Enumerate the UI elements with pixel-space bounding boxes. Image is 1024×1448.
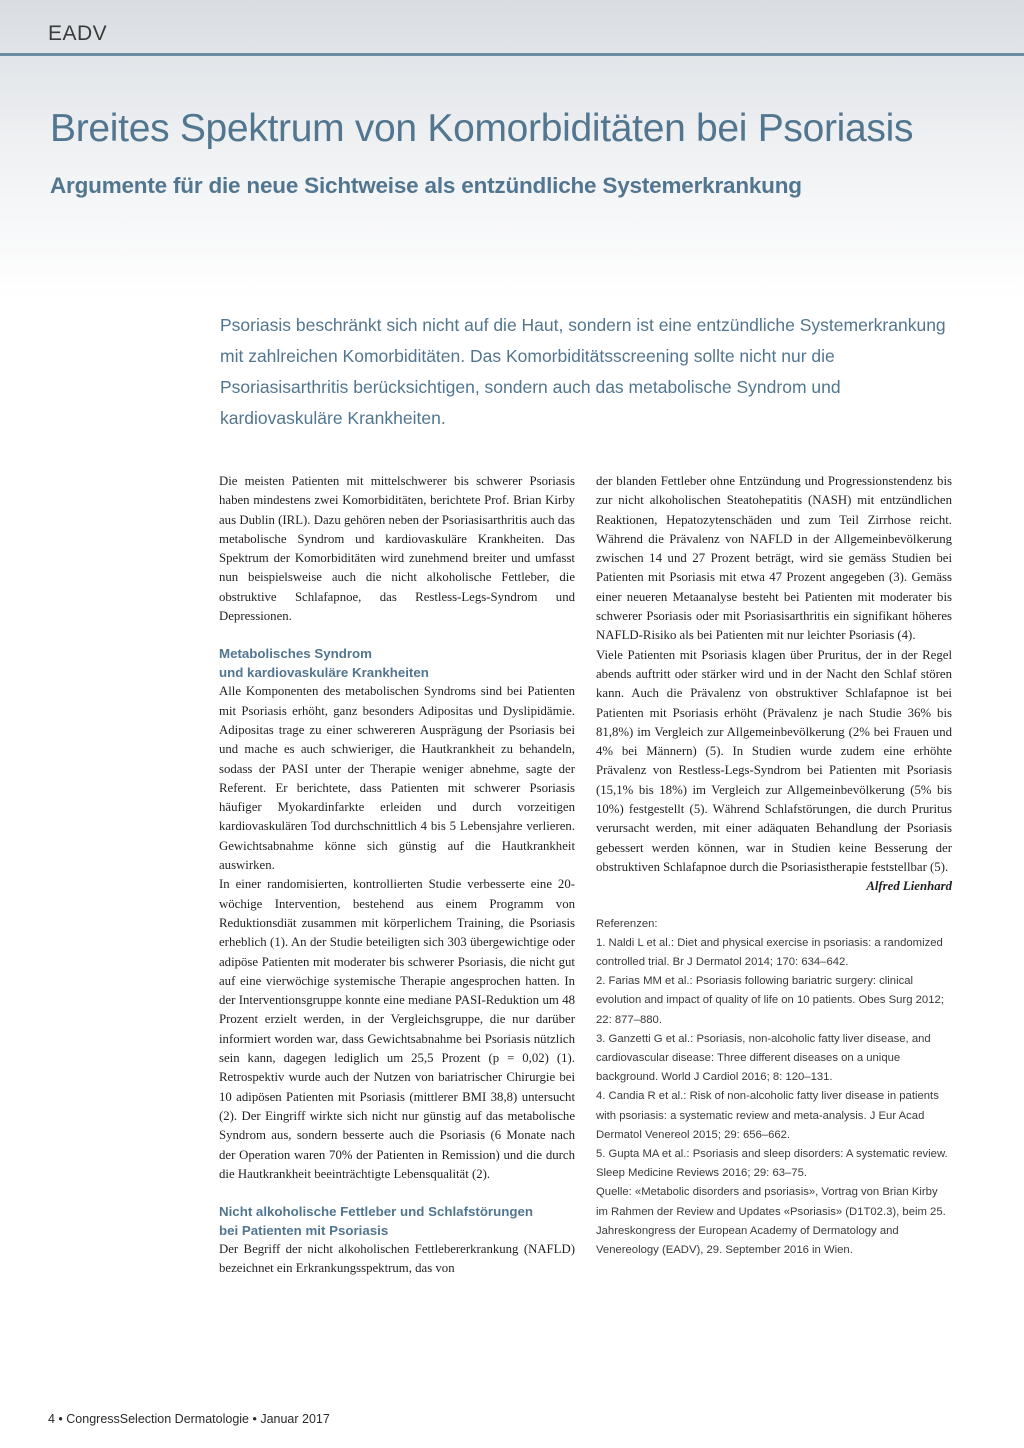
body-paragraph: Der Begriff der nicht alkoholischen Fettlebererkrankung (NAFLD) bezeichnet ein Erkrankungsspektrum, das von — [219, 1242, 575, 1276]
body-paragraph: Viele Patienten mit Psoriasis klagen über Pruritus, der in der Regel abends auftritt oder stärker wird und in der Nacht den Schlaf stören kann. Auch die Prävalenz von obstruktiver Schlafapnoe ist bei Patienten mit Psoriasis erhöht (Prävalenz je nach Studie 36% bis 81,8%) im Vergleich zur Allgemeinbevölkerung (2% bei Frauen und 4% bei Männern) (5). In Studien wurde zudem eine erhöhte Prävalenz von Restless-Legs-Syndrom bei Patienten mit Psoriasis (15,1% bis 18%) im Vergleich zur Allgemeinbevölkerung (5% bis 10%) festgestellt (5). Während Schlafstörungen, die durch Pruritus verursacht werden, mit einer adäquaten Behandlung der Psoriasis gebessert werden können, war in Studien keine Besserung der obstruktiven Schlafapnoe durch die Psoriasistherapie feststellbar (5). — [596, 647, 952, 874]
reference-item: 2. Farias MM et al.: Psoriasis following bariatric surgery: clinical evolution and impact of quality of life on 10 patients. Obes Surg 2012; 22: 877–880. — [596, 975, 944, 1026]
section-heading-line: und kardiovaskuläre Krankheiten — [219, 665, 429, 681]
section-tag: EADV — [48, 22, 108, 45]
section-heading-metabolic — [219, 644, 575, 682]
reference-item: 5. Gupta MA et al.: Psoriasis and sleep disorders: A systematic review. Sleep Medicine Reviews 2016; 29: 63–75. — [596, 1147, 948, 1180]
section-heading-nafld — [219, 1202, 575, 1240]
reference-item: 4. Candia R et al.: Risk of non-alcoholic fatty liver disease in patients with psoriasis: a systematic review and meta-analysis. J Eur Acad Dermatol Venereol 2015; 29: 656–662. — [596, 1090, 939, 1141]
header-rule — [0, 53, 1024, 56]
page-footer: 4 • CongressSelection Dermatologie • Januar 2017 — [48, 1412, 330, 1426]
references-heading: Referenzen: — [596, 917, 658, 930]
article-title: Breites Spektrum von Komorbiditäten bei Psoriasis — [50, 107, 914, 150]
reference-item: 3. Ganzetti G et al.: Psoriasis, non-alcoholic fatty liver disease, and cardiovascular disease: Three different diseases on a unique background. World J Cardiol 2016; 8: 120–131. — [596, 1032, 931, 1084]
article-lead: Psoriasis beschränkt sich nicht auf die Haut, sondern ist eine entzündliche Systemerkrankung mit zahlreichen Komorbiditäten. Das Komorbiditätsscreening sollte nicht nur die Psoriasisarthritis berücksichtigen, sondern auch das metabolische Syndrom und kardiovaskuläre Krankheiten. — [220, 315, 946, 428]
text-column-right — [596, 472, 952, 1260]
source-note: Quelle: «Metabolic disorders and psoriasis», Vortrag von Brian Kirby im Rahmen der Review and Updates «Psoriasis» (D1T02.3), beim 25. Jahreskongress der European Academy of Dermatology and Venereology (EADV), 29. September 2016 in Wien. — [596, 1186, 946, 1256]
references-block — [596, 915, 952, 1261]
intro-paragraph: Die meisten Patienten mit mittelschwerer bis schwerer Psoriasis haben mindestens zwei Komorbiditäten, berichtete Prof. Brian Kirby aus Dublin (IRL). Dazu gehören neben der Psoriasisarthritis auch das metabolische Syndrom und kardiovaskuläre Krankheiten. Das Spektrum der Komorbiditäten wird zunehmend breiter und umfasst nun beispielsweise auch die nicht alkoholische Fettleber, die obstruktive Schlafapnoe, das Restless-Legs-Syndrom und Depressionen. — [219, 474, 575, 624]
body-paragraph: Alle Komponenten des metabolischen Syndroms sind bei Patienten mit Psoriasis erhöht, ganz besonders Adipositas und Dyslipidämie. Adipositas trage zu einer schwereren Ausprägung der Psoriasis bei und mache es auch schwieriger, die Hautkrankheit zu behandeln, sodass der PASI unter der Therapie weniger abnehme, sagte der Referent. Er berichtete, dass Patienten mit schwerer Psoriasis häufiger Myokardinfarkte erleiden und durch vorzeitigen kardiovaskulären Tod durchschnittlich 4 bis 5 Lebensjahre verlieren. Gewichtsabnahme könne sich günstig auf die Hautkrankheit auswirken. — [219, 684, 575, 873]
text-column-left — [219, 472, 575, 1279]
body-paragraph: In einer randomisierten, kontrollierten Studie verbesserte eine 20-wöchige Intervention, bestehend aus einem Programm von Reduktionsdiät zusammen mit körperlichem Training, die Psoriasis erheblich (1). An der Studie beteiligten sich 303 übergewichtige oder adipöse Patienten mit moderater bis schwerer Psoriasis, die nicht gut auf eine vierwöchige systemische Therapie angesprochen hatten. In der Interventionsgruppe konnte eine mediane PASI-Reduktion um 48 Prozent erzielt werden, in der Vergleichsgruppe, die nur darüber informiert worden war, dass Gewichtsabnahme bei Psoriasis nützlich sein kann, dagegen lediglich um 25,5 Prozent (p = 0,02) (1). Retrospektiv wurde auch der Nutzen von bariatrischer Chirurgie bei 10 adipösen Patienten mit Psoriasis (mittlerer BMI 38,8) untersucht (2). Der Eingriff wirkte sich nicht nur günstig auf das metabolische Syndrom aus, sondern besserte auch die Psoriasis (6 Monate nach der Operation waren 70% der Patienten in Remission) und die durch die Hautkrankheit beeinträchtigte Lebensqualität (2). — [219, 877, 575, 1181]
author-name: Alfred Lienhard — [866, 879, 952, 894]
section-heading-line: Nicht alkoholische Fettleber und Schlafstörungen — [219, 1204, 533, 1220]
section-heading-line: bei Patienten mit Psoriasis — [219, 1223, 389, 1239]
article-subtitle: Argumente für die neue Sichtweise als entzündliche Systemerkrankung — [50, 173, 802, 198]
body-paragraph: der blanden Fettleber ohne Entzündung und Progressionstendenz bis zur nicht alkoholischen Steatohepatitis (NASH) mit entzündlichen Reaktionen, Hepatozytenschäden und zum Teil Zirrhose reicht. Während die Prävalenz von NAFLD in der Allgemeinbevölkerung zwischen 14 und 27 Prozent beträgt, wird sie gemäss Studien bei Patienten mit Psoriasis mit etwa 47 Prozent angegeben (3). Gemäss einer neueren Metaanalyse besteht bei Patienten mit moderater bis schwerer Psoriasis oder mit Psoriasisarthritis ein signifikant höheres NAFLD-Risiko als bei Patienten mit nur leichter Psoriasis (4). — [596, 474, 952, 643]
section-heading-line: Metabolisches Syndrom — [219, 646, 372, 662]
reference-item: 1. Naldi L et al.: Diet and physical exercise in psoriasis: a randomized controlled trial. Br J Dermatol 2014; 170: 634–642. — [596, 936, 943, 968]
